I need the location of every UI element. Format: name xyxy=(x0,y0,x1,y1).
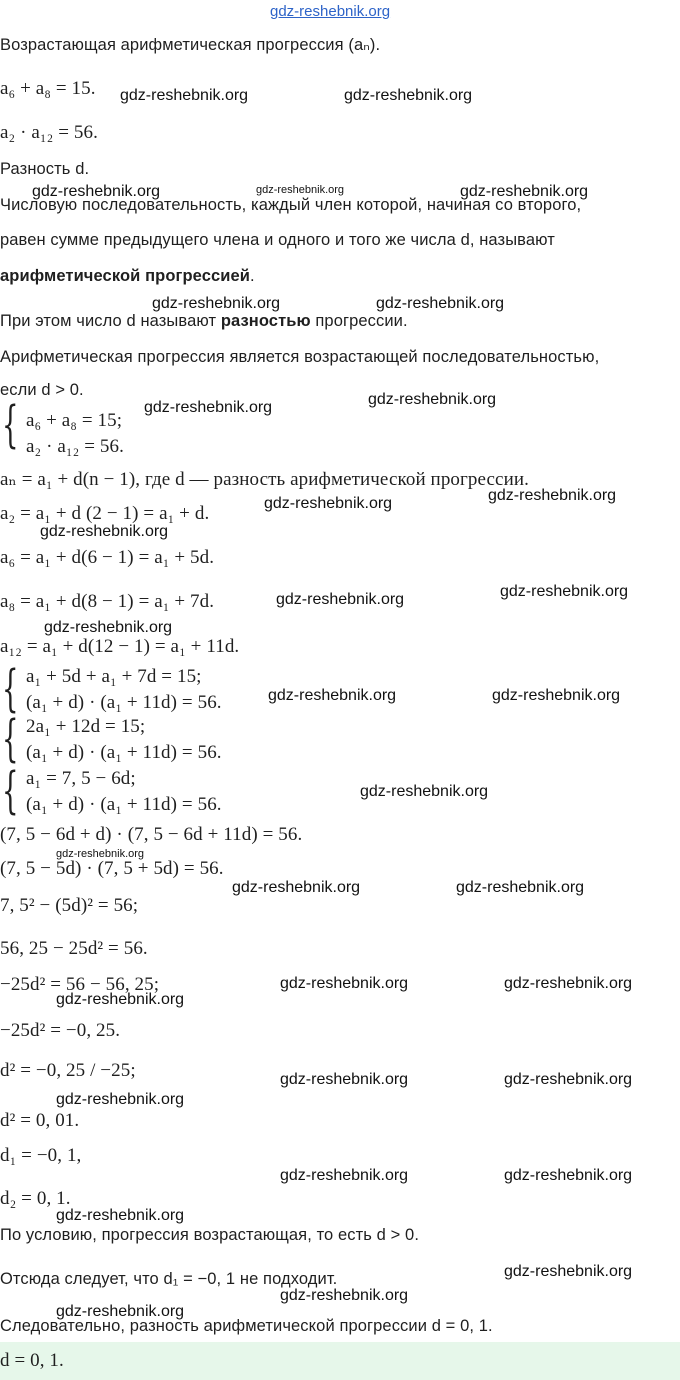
formula-line: a₂ = a₁ + d (2 − 1) = a₁ + d. xyxy=(0,503,210,524)
bold-term: арифметической прогрессией xyxy=(0,267,251,285)
text-line: Возрастающая арифметическая прогрессия (aₙ). xyxy=(0,36,381,54)
answer-text: d = 0, 1. xyxy=(0,1350,64,1371)
text-line: Разность d. xyxy=(0,160,90,178)
watermark: gdz-reshebnik.org xyxy=(376,295,505,312)
watermark: gdz-reshebnik.org xyxy=(504,1167,633,1184)
watermark: gdz-reshebnik.org xyxy=(44,619,173,636)
watermark: gdz-reshebnik.org xyxy=(56,991,185,1008)
formula-line: a₆ + a₈ = 15. xyxy=(0,78,96,99)
watermark: gdz-reshebnik.org xyxy=(40,523,169,540)
definition-line xyxy=(0,312,408,331)
formula-line: a₈ = a₁ + d(8 − 1) = a₁ + 7d. xyxy=(0,591,215,612)
system-brace: { xyxy=(2,764,19,821)
formula-line: d₁ = −0, 1, xyxy=(0,1145,82,1166)
text-line: По условию, прогрессия возрастающая, то есть d > 0. xyxy=(0,1226,420,1244)
watermark: gdz-reshebnik.org xyxy=(500,583,629,600)
text-line: Арифметическая прогрессия является возрастающей последовательностью, xyxy=(0,348,600,366)
text-fragment: . xyxy=(250,267,255,285)
watermark: gdz-reshebnik.org xyxy=(280,1287,409,1304)
watermark: gdz-reshebnik.org xyxy=(504,975,633,992)
text-line: Следовательно, разность арифметической прогрессии d = 0, 1. xyxy=(0,1317,493,1335)
formula-line: d² = 0, 01. xyxy=(0,1110,80,1131)
formula-line: a₁ = 7, 5 − 6d; xyxy=(26,768,136,789)
text-line: Числовую последовательность, каждый член которой, начиная со второго, xyxy=(0,196,582,214)
watermark: gdz-reshebnik.org xyxy=(280,1167,409,1184)
watermark: gdz-reshebnik.org xyxy=(456,879,585,896)
formula-line: (a₁ + d) · (a₁ + 11d) = 56. xyxy=(26,692,222,713)
watermark: gdz-reshebnik.org xyxy=(280,1071,409,1088)
watermark: gdz-reshebnik.org xyxy=(460,183,589,200)
watermark: gdz-reshebnik.org xyxy=(32,183,161,200)
text-line: равен сумме предыдущего члена и одного и того же числа d, называют xyxy=(0,231,555,249)
text-line: Отсюда следует, что d₁ = −0, 1 не подходит. xyxy=(0,1270,338,1288)
formula-line: d² = −0, 25 / −25; xyxy=(0,1060,136,1081)
bold-term: разностью xyxy=(220,312,311,330)
formula-line: aₙ = a₁ + d(n − 1), где d — разность арифметической прогрессии. xyxy=(0,469,529,490)
formula-line: −25d² = 56 − 56, 25; xyxy=(0,974,160,995)
watermark: gdz-reshebnik.org xyxy=(120,87,249,104)
watermark: gdz-reshebnik.org xyxy=(344,87,473,104)
watermark: gdz-reshebnik.org xyxy=(256,184,345,196)
watermark: gdz-reshebnik.org xyxy=(152,295,281,312)
watermark: gdz-reshebnik.org xyxy=(360,783,489,800)
watermark: gdz-reshebnik.org xyxy=(56,1303,185,1320)
formula-line: (a₁ + d) · (a₁ + 11d) = 56. xyxy=(26,794,222,815)
formula-line: a₆ + a₈ = 15; xyxy=(26,410,123,431)
watermark: gdz-reshebnik.org xyxy=(56,1207,185,1224)
watermark: gdz-reshebnik.org xyxy=(264,495,393,512)
watermark: gdz-reshebnik.org xyxy=(232,879,361,896)
definition-line xyxy=(0,267,255,286)
watermark: gdz-reshebnik.org xyxy=(504,1263,633,1280)
formula-line: a₂ · a₁₂ = 56. xyxy=(0,122,98,143)
text-fragment: При этом число d называют xyxy=(0,312,217,330)
watermark: gdz-reshebnik.org xyxy=(368,391,497,408)
watermark: gdz-reshebnik.org xyxy=(56,1091,185,1108)
watermark: gdz-reshebnik.org xyxy=(488,487,617,504)
formula-line: (7, 5 − 6d + d) · (7, 5 − 6d + 11d) = 56. xyxy=(0,824,303,845)
watermark: gdz-reshebnik.org xyxy=(144,399,273,416)
watermark: gdz-reshebnik.org xyxy=(492,687,621,704)
formula-line: a₆ = a₁ + d(6 − 1) = a₁ + 5d. xyxy=(0,547,215,568)
formula-line: (7, 5 − 5d) · (7, 5 + 5d) = 56. xyxy=(0,858,224,879)
formula-line: a₁ + 5d + a₁ + 7d = 15; xyxy=(26,666,202,687)
formula-line: 7, 5² − (5d)² = 56; xyxy=(0,895,139,916)
watermark: gdz-reshebnik.org xyxy=(268,687,397,704)
system-brace: { xyxy=(2,712,19,769)
watermark-link[interactable]: gdz-reshebnik.org xyxy=(270,3,391,20)
formula-line: (a₁ + d) · (a₁ + 11d) = 56. xyxy=(26,742,222,763)
formula-line: 2a₁ + 12d = 15; xyxy=(26,716,146,737)
formula-line: a₂ · a₁₂ = 56. xyxy=(26,436,124,457)
watermark: gdz-reshebnik.org xyxy=(276,591,405,608)
formula-line: d₂ = 0, 1. xyxy=(0,1188,71,1209)
answer-box xyxy=(0,1342,680,1380)
system-brace: { xyxy=(2,398,19,455)
watermark: gdz-reshebnik.org xyxy=(280,975,409,992)
text-line: если d > 0. xyxy=(0,381,84,399)
text-fragment: прогрессии. xyxy=(310,312,408,330)
system-brace: { xyxy=(2,662,19,719)
formula-line: a₁₂ = a₁ + d(12 − 1) = a₁ + 11d. xyxy=(0,636,240,657)
formula-line: 56, 25 − 25d² = 56. xyxy=(0,938,148,959)
formula-line: −25d² = −0, 25. xyxy=(0,1020,121,1041)
watermark: gdz-reshebnik.org xyxy=(504,1071,633,1088)
watermark: gdz-reshebnik.org xyxy=(56,848,145,860)
